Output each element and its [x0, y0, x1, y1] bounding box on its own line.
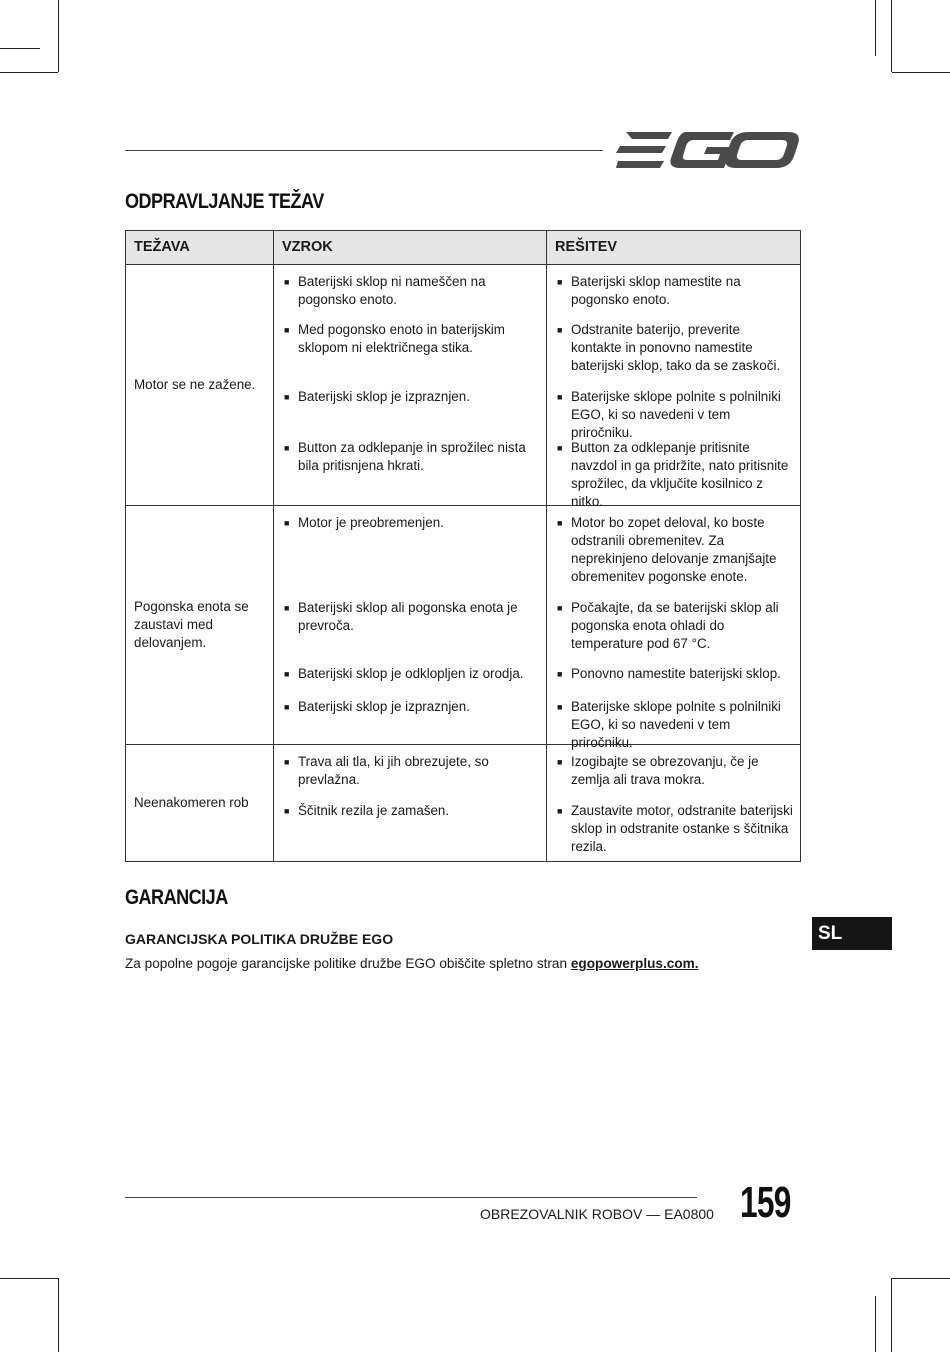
cause-text: Baterijski sklop je izpraznjen.	[298, 389, 470, 404]
cause-cell: ■ Motor je preobremenjen. ■ Baterijski sklop ali pogonska enota je prevroča. ■ Baterijski sklop je odklopljen iz orodja. ■ Baterijski sklop je izpraznjen.	[274, 506, 547, 745]
solution-text: Počakajte, da se baterijski sklop ali pogonska enota ohladi do temperature pod 67 °C.	[571, 600, 779, 651]
problem-cell: Pogonska enota se zaustavi med delovanjem.	[126, 506, 274, 745]
table-row	[126, 745, 801, 862]
ego-logo	[616, 128, 800, 172]
solution-text: Baterijske sklope polnite s polnilniki EGO, ki so navedeni v tem priročniku.	[571, 699, 781, 750]
language-tab: SL	[812, 917, 892, 950]
footer-dash: —	[642, 1206, 665, 1222]
crop-mark	[0, 1278, 58, 1279]
header-solution: REŠITEV	[547, 231, 801, 265]
cause-text: Baterijski sklop ni nameščen na pogonsko enoto.	[298, 274, 486, 307]
cause-text: Ščitnik rezila je zamašen.	[298, 803, 450, 818]
cause-text: Motor je preobremenjen.	[298, 515, 444, 530]
crop-mark	[891, 1278, 892, 1352]
solution-text: Baterijske sklope polnite s polnilniki EGO, ki so navedeni v tem priročniku.	[571, 389, 781, 440]
page-number: 159	[740, 1178, 791, 1227]
crop-mark	[891, 0, 892, 72]
header-cause: VZROK	[274, 231, 547, 265]
table-header-row	[126, 231, 801, 265]
cause-text: Med pogonsko enoto in baterijskim sklopom ni električnega stika.	[298, 322, 505, 355]
crop-mark	[875, 1296, 876, 1352]
warranty-title: GARANCIJA	[125, 886, 228, 909]
table-row	[126, 265, 801, 506]
crop-mark	[0, 48, 40, 49]
footer-doc-title	[480, 1206, 714, 1222]
crop-mark	[892, 72, 950, 73]
cause-text: Baterijski sklop je odklopljen iz orodja.	[298, 666, 524, 681]
solution-text: Zaustavite motor, odstranite baterijski sklop in odstranite ostanke s ščitnika rezila.	[571, 803, 793, 854]
problem-cell: Motor se ne zažene.	[126, 265, 274, 506]
crop-mark	[0, 72, 58, 73]
solution-text: Motor bo zopet deloval, ko boste odstranili obremenitev. Za neprekinjeno delovanje zmanjšajte obremenitev pogonske enote.	[571, 515, 777, 584]
crop-mark	[58, 1278, 59, 1352]
solution-cell: ■ Izogibajte se obrezovanju, če je zemlja ali trava mokra. ■ Zaustavite motor, odstranite baterijski sklop in odstranite ostanke s ščitnika rezila.	[547, 745, 801, 862]
solution-text: Baterijski sklop namestite na pogonsko enoto.	[571, 274, 741, 307]
crop-mark	[875, 0, 876, 56]
solution-cell: ■ Motor bo zopet deloval, ko boste odstranili obremenitev. Za neprekinjeno delovanje zmanjšajte obremenitev pogonske enote. ■ Počakajte, da se baterijski sklop ali pogonska enota ohladi do temperature pod 67 °C. ■ Ponovno namestite baterijski sklop. ■ Baterijske sklope polnite s polnilniki EGO, ki so navedeni v tem priročniku.	[547, 506, 801, 745]
footer-rule	[125, 1197, 697, 1198]
solution-cell: ■ Baterijski sklop namestite na pogonsko enoto. ■ Odstranite baterijo, preverite kontakte in ponovno namestite baterijski sklop, tako da se zaskoči. ■ Baterijske sklope polnite s polnilniki EGO, ki so navedeni v tem priročniku. ■ Button za odklepanje pritisnite navzdol in ga pridržite, nato pritisnite sprožilec, da vključite kosilnico z nitko.	[547, 265, 801, 506]
table-row	[126, 506, 801, 745]
cause-cell: ■ Baterijski sklop ni nameščen na pogonsko enoto. ■ Med pogonsko enoto in baterijskim sklopom ni električnega stika. ■ Baterijski sklop je izpraznjen. ■ Button za odklepanje in sprožilec nista bila pritisnjena hkrati.	[274, 265, 547, 506]
section-title: ODPRAVLJANJE TEŽAV	[125, 190, 324, 213]
solution-text: Odstranite baterijo, preverite kontakte in ponovno namestite baterijski sklop, tako da se zaskoči.	[571, 322, 781, 373]
cause-text: Baterijski sklop je izpraznjen.	[298, 699, 470, 714]
footer-model: EA0800	[664, 1206, 714, 1222]
troubleshooting-table	[125, 230, 801, 862]
cause-text: Button za odklepanje in sprožilec nista bila pritisnjena hkrati.	[298, 440, 526, 473]
problem-cell: Neenakomeren rob	[126, 745, 274, 862]
warranty-text	[125, 956, 699, 971]
cause-cell: ■ Trava ali tla, ki jih obrezujete, so prevlažna. ■ Ščitnik rezila je zamašen.	[274, 745, 547, 862]
solution-text: Izogibajte se obrezovanju, če je zemlja ali trava mokra.	[571, 754, 759, 787]
solution-text: Button za odklepanje pritisnite navzdol in ga pridržite, nato pritisnite sprožilec, da vključite kosilnico z nitko.	[571, 440, 789, 509]
svg-text:EGO: EGO	[616, 128, 619, 129]
cause-text: Trava ali tla, ki jih obrezujete, so prevlažna.	[298, 754, 489, 787]
solution-text: Ponovno namestite baterijski sklop.	[571, 666, 781, 681]
warranty-sentence: Za popolne pogoje garancijske politike družbe EGO obiščite spletno stran	[125, 956, 571, 971]
cause-text: Baterijski sklop ali pogonska enota je prevroča.	[298, 600, 518, 633]
header-problem: TEŽAVA	[126, 231, 274, 265]
footer-title: OBREZOVALNIK ROBOV	[480, 1206, 643, 1222]
crop-mark	[892, 1278, 950, 1279]
header-rule	[125, 150, 603, 151]
crop-mark	[58, 0, 59, 72]
warranty-link[interactable]: egopowerplus.com.	[570, 956, 699, 971]
warranty-subtitle: GARANCIJSKA POLITIKA DRUŽBE EGO	[125, 931, 394, 947]
